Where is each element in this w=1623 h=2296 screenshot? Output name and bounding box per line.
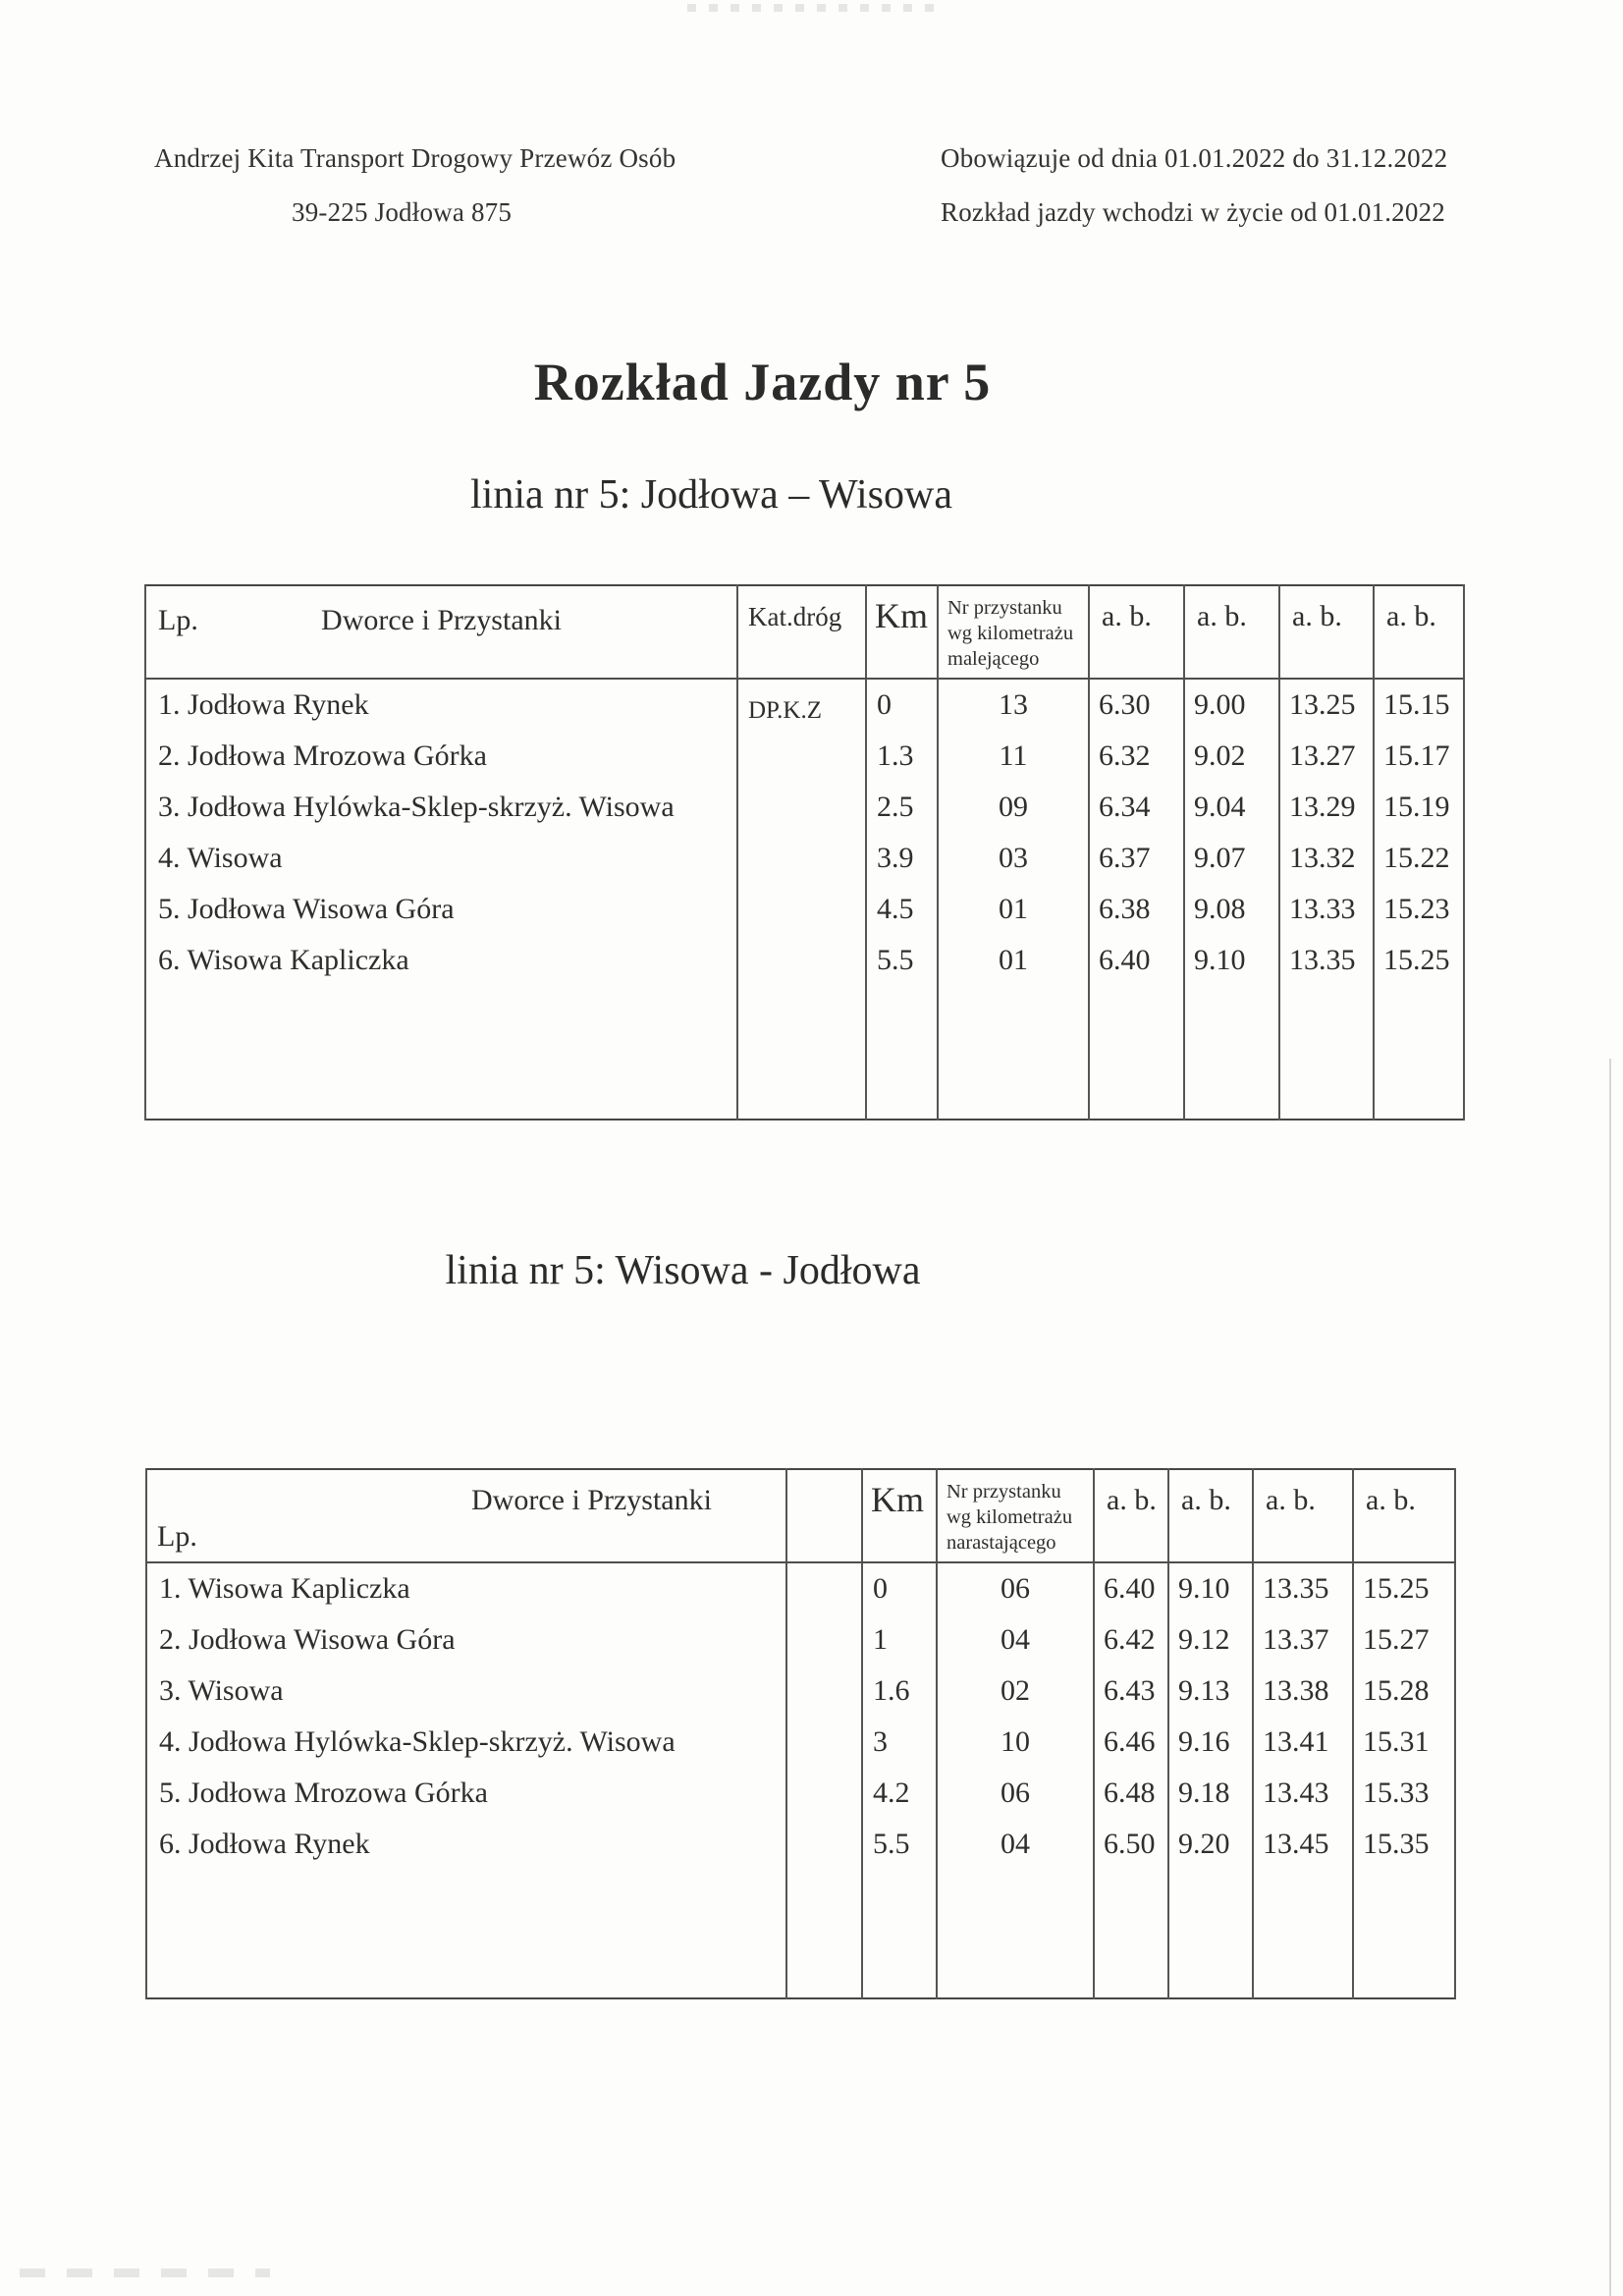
- col-header-times-1: [1089, 585, 1184, 679]
- time-cell: 13.45: [1253, 1819, 1353, 1870]
- col-header-times-4-label: a. b.: [1366, 1484, 1416, 1516]
- stop-number-cell: 13: [938, 679, 1089, 731]
- empty-cell: [1184, 986, 1279, 1120]
- stop-number-cell: 01: [938, 884, 1089, 935]
- time-cell: 13.41: [1253, 1717, 1353, 1768]
- time-cell: 15.15: [1374, 679, 1464, 731]
- time-cell: 13.29: [1279, 782, 1374, 833]
- table-row: [145, 782, 1464, 833]
- time-cell: 15.19: [1374, 782, 1464, 833]
- time-cell: 13.43: [1253, 1768, 1353, 1819]
- col-header-road-category: [786, 1469, 862, 1562]
- col-header-road-category: [737, 585, 866, 679]
- km-cell: 1: [862, 1614, 937, 1666]
- empty-cell: [937, 1870, 1094, 1998]
- col-header-times-2: [1168, 1469, 1253, 1562]
- scan-artifact-bottom: [20, 2269, 270, 2277]
- time-cell: 15.35: [1353, 1819, 1455, 1870]
- time-cell: 15.23: [1374, 884, 1464, 935]
- time-cell: 9.02: [1184, 731, 1279, 782]
- stop-number-cell: 06: [937, 1768, 1094, 1819]
- time-cell: 9.08: [1184, 884, 1279, 935]
- km-cell: 3: [862, 1717, 937, 1768]
- station-cell: 5. Jodłowa Mrozowa Górka: [146, 1768, 786, 1819]
- time-cell: 13.32: [1279, 833, 1374, 884]
- station-cell: 5. Jodłowa Wisowa Góra: [145, 884, 737, 935]
- time-cell: 6.38: [1089, 884, 1184, 935]
- time-cell: 15.25: [1353, 1562, 1455, 1614]
- time-cell: 15.27: [1353, 1614, 1455, 1666]
- col-header-stations-label: Dworce i Przystanki: [471, 1484, 712, 1516]
- time-cell: 6.30: [1089, 679, 1184, 731]
- time-cell: 6.42: [1094, 1614, 1168, 1666]
- col-header-times-3: [1253, 1469, 1353, 1562]
- col-header-stations-label: Dworce i Przystanki: [321, 604, 562, 636]
- time-cell: 9.13: [1168, 1666, 1253, 1717]
- time-cell: 9.12: [1168, 1614, 1253, 1666]
- table-row: [145, 731, 1464, 782]
- col-header-times-4-label: a. b.: [1386, 600, 1436, 632]
- time-cell: 6.40: [1089, 935, 1184, 986]
- col-header-times-2-label: a. b.: [1181, 1484, 1231, 1516]
- time-cell: 13.37: [1253, 1614, 1353, 1666]
- empty-cell: [146, 1870, 786, 1998]
- col-header-times-2: [1184, 585, 1279, 679]
- col-header-times-1: [1094, 1469, 1168, 1562]
- empty-cell: [866, 986, 938, 1120]
- time-cell: 15.25: [1374, 935, 1464, 986]
- page-title: Rozkład Jazdy nr 5: [533, 353, 992, 411]
- road-category-cell: DP.K.Z: [737, 679, 866, 731]
- time-cell: 6.34: [1089, 782, 1184, 833]
- empty-cell: [737, 986, 866, 1120]
- station-cell: 3. Wisowa: [146, 1666, 786, 1717]
- station-cell: 1. Wisowa Kapliczka: [146, 1562, 786, 1614]
- empty-cell: [1374, 986, 1464, 1120]
- km-cell: 1.3: [866, 731, 938, 782]
- col-header-km-label: Km: [875, 596, 928, 635]
- col-header-stop-number-label: Nr przystanku wg kilometrażu malejącego: [947, 597, 1074, 670]
- col-header-stop-number: [938, 585, 1089, 679]
- station-cell: 6. Wisowa Kapliczka: [145, 935, 737, 986]
- company-name: Andrzej Kita Transport Drogowy Przewóz Osób: [154, 143, 676, 173]
- col-header-times-1-label: a. b.: [1102, 600, 1152, 632]
- empty-cell: [1253, 1870, 1353, 1998]
- time-cell: 13.27: [1279, 731, 1374, 782]
- table-row: [146, 1614, 1455, 1666]
- time-cell: 9.10: [1168, 1562, 1253, 1614]
- time-cell: 13.35: [1253, 1562, 1353, 1614]
- time-cell: 15.17: [1374, 731, 1464, 782]
- time-cell: 13.25: [1279, 679, 1374, 731]
- time-cell: 6.37: [1089, 833, 1184, 884]
- time-cell: 9.07: [1184, 833, 1279, 884]
- stop-number-cell: 01: [938, 935, 1089, 986]
- time-cell: 6.40: [1094, 1562, 1168, 1614]
- empty-cell: [786, 1870, 862, 1998]
- road-category-cell: [737, 782, 866, 833]
- empty-cell: [938, 986, 1089, 1120]
- time-cell: 15.28: [1353, 1666, 1455, 1717]
- time-cell: 6.50: [1094, 1819, 1168, 1870]
- empty-cell: [145, 986, 737, 1120]
- km-cell: 0: [862, 1562, 937, 1614]
- table-row: [145, 679, 1464, 731]
- road-category-cell: [737, 935, 866, 986]
- station-cell: 2. Jodłowa Wisowa Góra: [146, 1614, 786, 1666]
- km-cell: 1.6: [862, 1666, 937, 1717]
- time-cell: 6.48: [1094, 1768, 1168, 1819]
- road-category-cell: [737, 884, 866, 935]
- km-cell: 0: [866, 679, 938, 731]
- scan-artifact-right-edge: [1609, 1059, 1611, 2296]
- time-cell: 9.20: [1168, 1819, 1253, 1870]
- time-cell: 13.33: [1279, 884, 1374, 935]
- table-filler-row: [146, 1870, 1455, 1998]
- road-category-cell: [786, 1666, 862, 1717]
- station-cell: 4. Jodłowa Hylówka-Sklep-skrzyż. Wisowa: [146, 1717, 786, 1768]
- stop-number-cell: 09: [938, 782, 1089, 833]
- table-header-row: [145, 585, 1464, 679]
- table-row: [146, 1768, 1455, 1819]
- col-header-lp: Lp.: [157, 1520, 197, 1553]
- road-category-cell: [786, 1768, 862, 1819]
- timetable-outbound: [144, 584, 1465, 1121]
- table-row: [146, 1562, 1455, 1614]
- stop-number-cell: 10: [937, 1717, 1094, 1768]
- col-header-km-label: Km: [871, 1480, 924, 1519]
- km-cell: 4.5: [866, 884, 938, 935]
- station-cell: 6. Jodłowa Rynek: [146, 1819, 786, 1870]
- stop-number-cell: 02: [937, 1666, 1094, 1717]
- col-header-times-3-label: a. b.: [1266, 1484, 1316, 1516]
- time-cell: 6.43: [1094, 1666, 1168, 1717]
- table-header-row: [146, 1469, 1455, 1562]
- table-row: [146, 1666, 1455, 1717]
- stop-number-cell: 06: [937, 1562, 1094, 1614]
- station-cell: 2. Jodłowa Mrozowa Górka: [145, 731, 737, 782]
- col-header-km: [866, 585, 938, 679]
- road-category-cell: [786, 1562, 862, 1614]
- empty-cell: [1279, 986, 1374, 1120]
- table-row: [146, 1717, 1455, 1768]
- station-cell: 4. Wisowa: [145, 833, 737, 884]
- empty-cell: [862, 1870, 937, 1998]
- stop-number-cell: 11: [938, 731, 1089, 782]
- table-row: [146, 1819, 1455, 1870]
- stop-number-cell: 04: [937, 1819, 1094, 1870]
- station-cell: 3. Jodłowa Hylówka-Sklep-skrzyż. Wisowa: [145, 782, 737, 833]
- time-cell: 6.32: [1089, 731, 1184, 782]
- time-cell: 15.31: [1353, 1717, 1455, 1768]
- time-cell: 6.46: [1094, 1717, 1168, 1768]
- time-cell: 13.35: [1279, 935, 1374, 986]
- time-cell: 9.00: [1184, 679, 1279, 731]
- time-cell: 9.16: [1168, 1717, 1253, 1768]
- validity-effective-date: Rozkład jazdy wchodzi w życie od 01.01.2022: [941, 197, 1445, 227]
- validity-period: Obowiązuje od dnia 01.01.2022 do 31.12.2022: [941, 143, 1448, 173]
- table-row: [145, 935, 1464, 986]
- empty-cell: [1094, 1870, 1168, 1998]
- col-header-lp: Lp.: [158, 604, 198, 636]
- col-header-km: [862, 1469, 937, 1562]
- time-cell: 9.18: [1168, 1768, 1253, 1819]
- col-header-times-4: [1374, 585, 1464, 679]
- route-title-outbound: linia nr 5: Jodłowa – Wisowa: [470, 472, 952, 518]
- station-cell: 1. Jodłowa Rynek: [145, 679, 737, 731]
- timetable-return: [145, 1468, 1456, 1999]
- road-category-cell: [737, 731, 866, 782]
- time-cell: 9.04: [1184, 782, 1279, 833]
- road-category-cell: [786, 1614, 862, 1666]
- km-cell: 5.5: [862, 1819, 937, 1870]
- col-header-times-3: [1279, 585, 1374, 679]
- km-cell: 5.5: [866, 935, 938, 986]
- route-title-return: linia nr 5: Wisowa - Jodłowa: [445, 1248, 921, 1293]
- road-category-cell: [737, 833, 866, 884]
- empty-cell: [1353, 1870, 1455, 1998]
- empty-cell: [1089, 986, 1184, 1120]
- road-category-cell: [786, 1717, 862, 1768]
- road-category-cell: [786, 1819, 862, 1870]
- time-cell: 15.22: [1374, 833, 1464, 884]
- table-filler-row: [145, 986, 1464, 1120]
- empty-cell: [1168, 1870, 1253, 1998]
- col-header-times-3-label: a. b.: [1292, 600, 1342, 632]
- km-cell: 2.5: [866, 782, 938, 833]
- col-header-times-4: [1353, 1469, 1455, 1562]
- table-row: [145, 833, 1464, 884]
- table-row: [145, 884, 1464, 935]
- company-address: 39-225 Jodłowa 875: [292, 197, 513, 227]
- stop-number-cell: 04: [937, 1614, 1094, 1666]
- col-header-stop-number-label: Nr przystanku wg kilometrażu narastającego: [947, 1481, 1073, 1554]
- time-cell: 13.38: [1253, 1666, 1353, 1717]
- stop-number-cell: 03: [938, 833, 1089, 884]
- col-header-stations: [145, 585, 737, 679]
- col-header-stations: [146, 1469, 786, 1562]
- time-cell: 9.10: [1184, 935, 1279, 986]
- col-header-stop-number: [937, 1469, 1094, 1562]
- col-header-road-category-label: Kat.dróg: [748, 602, 842, 631]
- scan-artifact-top: [687, 4, 943, 12]
- time-cell: 15.33: [1353, 1768, 1455, 1819]
- col-header-times-2-label: a. b.: [1197, 600, 1247, 632]
- col-header-times-1-label: a. b.: [1107, 1484, 1157, 1516]
- km-cell: 3.9: [866, 833, 938, 884]
- km-cell: 4.2: [862, 1768, 937, 1819]
